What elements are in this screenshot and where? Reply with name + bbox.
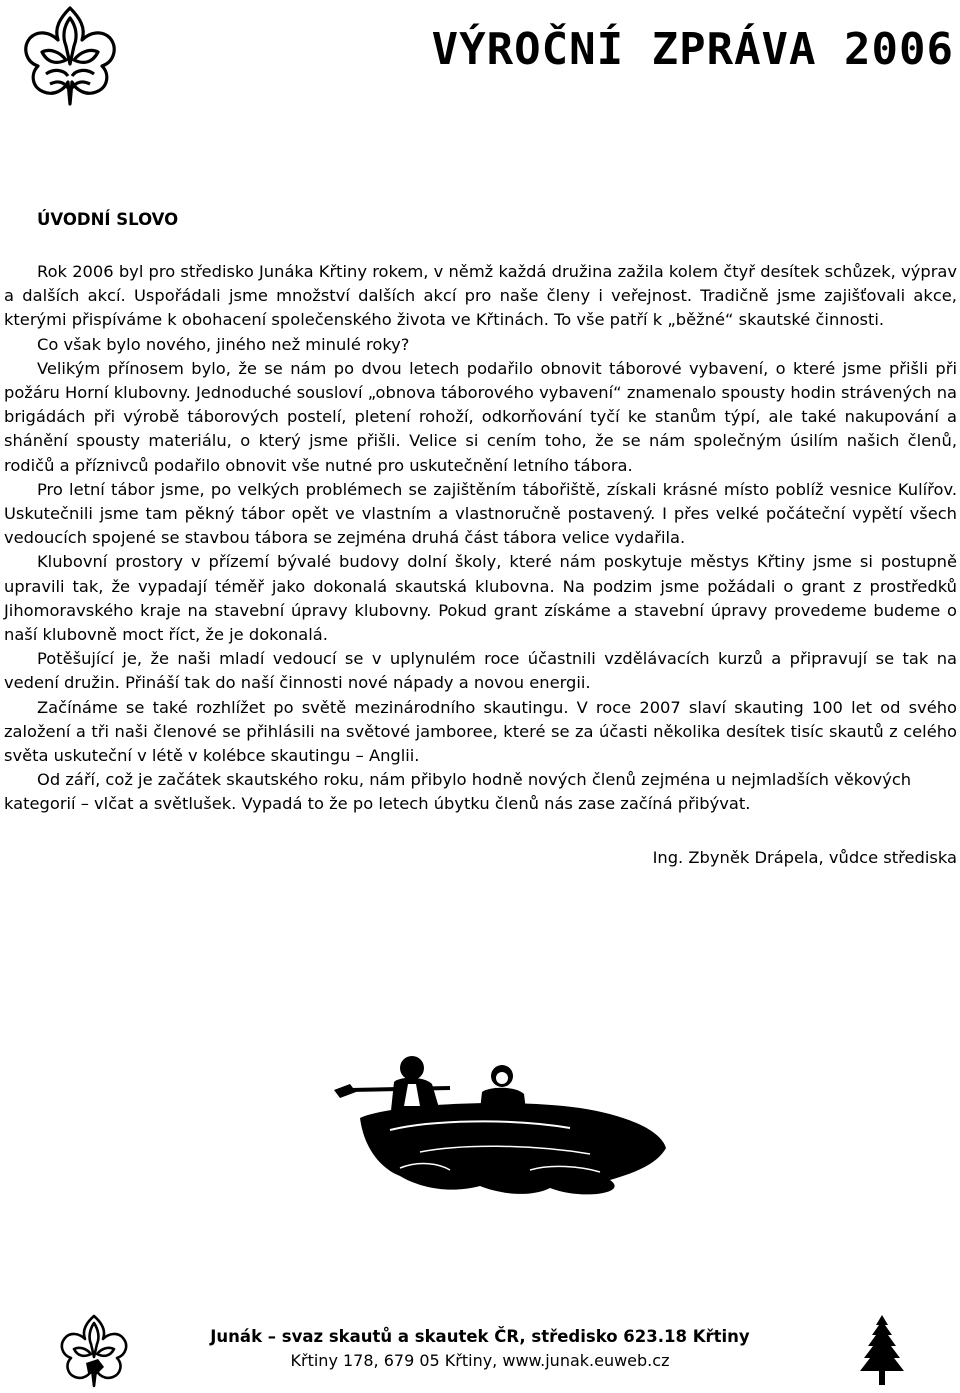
rafting-photo-icon — [330, 1048, 670, 1203]
paragraph: Pro letní tábor jsme, po velkých problémech se zajištěním tábořiště, získali krásné místo poblíž vesnice Kulířov. Uskutečnili jsme tam pěkný tábor opět ve vlastním a vlastnoručně postavený. I přes velké počáteční vypětí všech vedoucích spojené se stavbou tábora se zejména druhá část tábora velice vydařila. — [4, 479, 957, 548]
footer-address: Křtiny 178, 679 05 Křtiny, www.junak.euweb.cz — [290, 1351, 670, 1370]
paragraph: Začínáme se také rozhlížet po světě mezinárodního skautingu. V roce 2007 slaví skauting 100 let od svého založení a tři naši členové se přihlásili na světové jamboree, které se za účasti několika desítek tisíc skautů z celého světa uskuteční v létě v kolébce skautingu – Anglii. — [4, 697, 957, 766]
paragraph: Rok 2006 byl pro středisko Junáka Křtiny rokem, v němž každá družina zažila kolem čtyř desítek schůzek, výprav a dalších akcí. Uspořádali jsme množství dalších akcí pro naše členy i veřejnost. Tradičně jsme zajišťovali akce, kterými přispíváme k obohacení společenského života ve Křtinách. To vše patří k „běžné“ skautské činnosti. — [4, 262, 957, 330]
paragraph: Potěšující je, že naši mladí vedoucí se v uplynulém roce účastnili vzdělávacích kurzů a připravují se tak na vedení družin. Přináší tak do naší činnosti nové nápady a novou energii. — [4, 649, 957, 693]
document-title: VÝROČNÍ ZPRÁVA 2006 — [431, 24, 954, 75]
body-text — [4, 260, 957, 817]
spruce-tree-icon — [858, 1313, 906, 1387]
section-heading: ÚVODNÍ SLOVO — [37, 210, 179, 229]
paragraph: Velikým přínosem bylo, že se nám po dvou letech podařilo obnovit táborové vybavení, o které jsme přišli při požáru Horní klubovny. Jednoduché sousloví „obnova táborového vybavení“ znamenalo spousty hodin strávených na brigádách při výrobě táborových postelí, pletení rohoží, odkorňování tyčí ke stanům týpí, ale také nakupování a shánění spousty materiálu, o který jsme přišli. Velice si cením toho, že se nám společným úsilím našich členů, rodičů a příznivců podařilo obnovit vše nutné pro uskutečnění letního tábora. — [4, 358, 957, 475]
paragraph: Co však bylo nového, jiného než minulé roky? — [37, 334, 410, 354]
paragraph: Klubovní prostory v přízemí bývalé budovy dolní školy, které nám poskytuje městys Křtiny jsme si postupně upravili tak, že vypadají téměř jako dokonalá skautská klubovna. Na podzim jsme požádali o grant z prostředků Jihomoravského kraje na stavební úpravy klubovny. Pokud grant získáme a stavební úpravy provedeme budeme o naší klubovně moct říct, že je dokonalá. — [4, 552, 957, 645]
scout-lily-logo-icon — [20, 4, 120, 108]
footer-organization: Junák – svaz skautů a skautek ČR, středisko 623.18 Křtiny — [210, 1327, 750, 1346]
signature: Ing. Zbyněk Drápela, vůdce střediska — [652, 848, 957, 867]
paragraph: Od září, což je začátek skautského roku, nám přibylo hodně nových členů zejména u nejmladších věkových kategorií – vlčat a světlušek. Vypadá to že po letech úbytku členů nás zase začíná přibývat. — [4, 770, 912, 814]
